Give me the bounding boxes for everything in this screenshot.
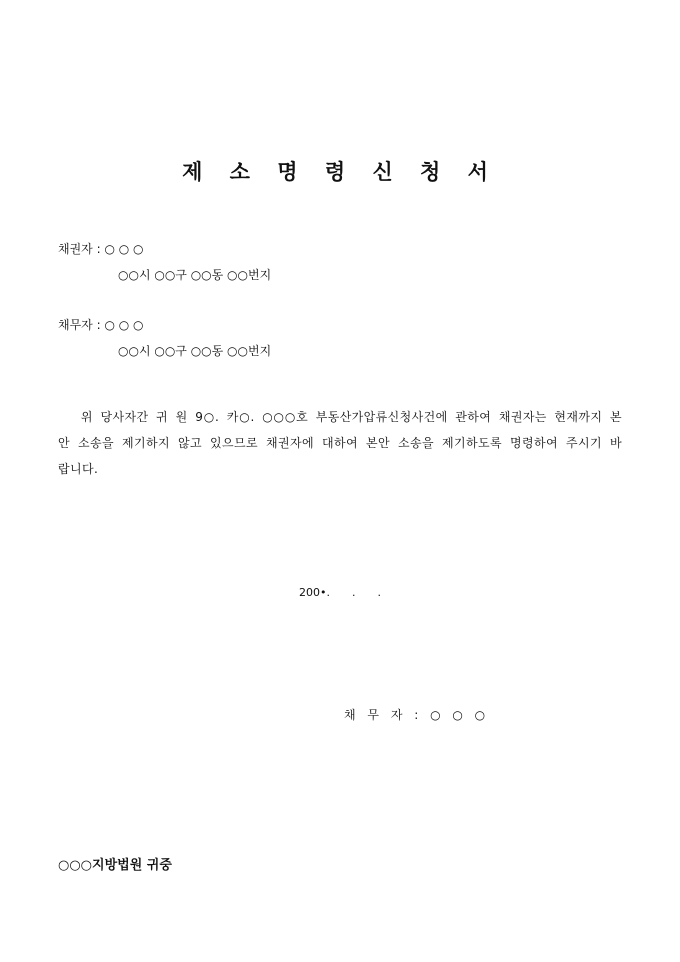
document-title: 제 소 명 령 신 청 서 (182, 159, 498, 184)
debtor-address: ○○시 ○○구 ○○동 ○○번지 (118, 344, 272, 358)
creditor-name: 채권자 : ○ ○ ○ (58, 242, 144, 256)
request-body-text: 위 당사자간 귀 원 9○. 카○. ○○○호 부동산가압류신청사건에 관하여 채권자는 현재까지 본안 소송을 제기하지 않고 있으므로 채권자에 대하여 본안 소송을 제기하도록 명령하여 주시기 바랍니다. (58, 410, 622, 476)
debtor-block (58, 312, 271, 364)
request-body (58, 404, 622, 482)
creditor-block (58, 236, 271, 288)
document-date: 200•. . . (299, 586, 381, 599)
creditor-address: ○○시 ○○구 ○○동 ○○번지 (118, 268, 272, 282)
court-addressee: ○○○지방법원 귀중 (58, 858, 172, 873)
debtor-name: 채무자 : ○ ○ ○ (58, 318, 144, 332)
debtor-signature: 채 무 자 : ○ ○ ○ (344, 708, 490, 722)
